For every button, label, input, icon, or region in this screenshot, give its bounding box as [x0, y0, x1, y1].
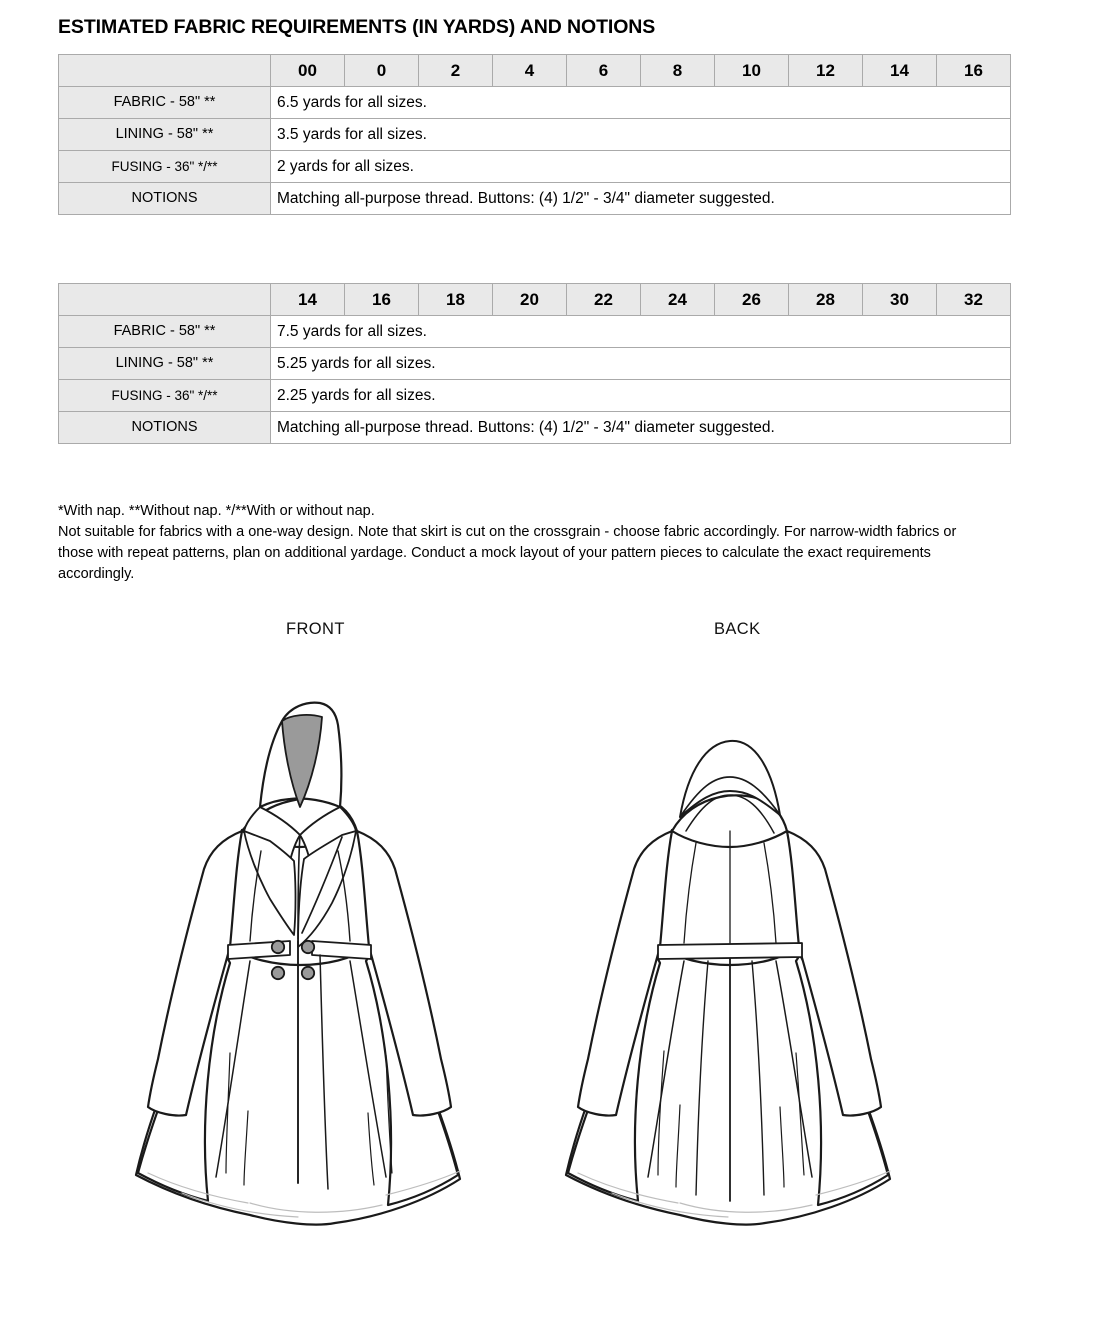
size-header-cell: 18: [419, 284, 493, 316]
row-value-fabric: 7.5 yards for all sizes.: [271, 316, 1011, 348]
table-row: [59, 87, 1011, 119]
row-label-fusing: FUSING - 36" */**: [59, 380, 271, 412]
table-row: [59, 119, 1011, 151]
fabric-requirements-table-sizes-14-32: [58, 283, 1011, 444]
table-row: [59, 316, 1011, 348]
coat-back-illustration: [560, 655, 900, 1255]
size-header-cell: 28: [789, 284, 863, 316]
table-header-row: [59, 55, 1011, 87]
back-view-label: BACK: [714, 620, 761, 638]
table-row: [59, 183, 1011, 215]
page-title: ESTIMATED FABRIC REQUIREMENTS (IN YARDS) AND NOTIONS: [58, 16, 656, 38]
front-view-label: FRONT: [286, 620, 345, 638]
size-header-cell: 16: [937, 55, 1011, 87]
size-header-cell: 16: [345, 284, 419, 316]
footnote-nap-legend: *With nap. **Without nap. */**With or without nap.: [58, 503, 375, 519]
size-header-cell: 26: [715, 284, 789, 316]
size-header-cell: 24: [641, 284, 715, 316]
row-label-fabric: FABRIC - 58" **: [59, 316, 271, 348]
table-corner-cell: [59, 55, 271, 87]
table-row: [59, 151, 1011, 183]
size-header-cell: 22: [567, 284, 641, 316]
size-header-cell: 2: [419, 55, 493, 87]
size-header-cell: 14: [863, 55, 937, 87]
row-label-lining: LINING - 58" **: [59, 119, 271, 151]
size-header-cell: 0: [345, 55, 419, 87]
footnote-fabric-advice: Not suitable for fabrics with a one-way design. Note that skirt is cut on the crossgrain - choose fabric accordingly. For narrow-width fabrics or those with repeat patterns, plan on additional yardage. Conduct a mock layout of your pattern pieces to calculate the exact requirements accordingly.: [58, 524, 957, 582]
row-label-fabric: FABRIC - 58" **: [59, 87, 271, 119]
size-header-cell: 20: [493, 284, 567, 316]
coat-front-illustration: [130, 655, 470, 1255]
row-value-fusing: 2.25 yards for all sizes.: [271, 380, 1011, 412]
table-row: [59, 348, 1011, 380]
row-value-fabric: 6.5 yards for all sizes.: [271, 87, 1011, 119]
row-label-notions: NOTIONS: [59, 183, 271, 215]
row-label-lining: LINING - 58" **: [59, 348, 271, 380]
row-value-fusing: 2 yards for all sizes.: [271, 151, 1011, 183]
size-header-cell: 4: [493, 55, 567, 87]
row-value-lining: 3.5 yards for all sizes.: [271, 119, 1011, 151]
size-header-cell: 32: [937, 284, 1011, 316]
coat-back-technical-flat-icon: [560, 655, 900, 1255]
footnotes: [58, 501, 988, 585]
row-value-notions: Matching all-purpose thread. Buttons: (4) 1/2" - 3/4" diameter suggested.: [271, 183, 1011, 215]
size-header-cell: 8: [641, 55, 715, 87]
size-header-cell: 00: [271, 55, 345, 87]
size-header-cell: 14: [271, 284, 345, 316]
row-value-notions: Matching all-purpose thread. Buttons: (4) 1/2" - 3/4" diameter suggested.: [271, 412, 1011, 444]
fabric-requirements-table-sizes-00-16: [58, 54, 1011, 215]
table-row: [59, 412, 1011, 444]
size-header-cell: 6: [567, 55, 641, 87]
coat-front-technical-flat-icon: [130, 655, 470, 1255]
table-header-row: [59, 284, 1011, 316]
table-corner-cell: [59, 284, 271, 316]
table-row: [59, 380, 1011, 412]
row-value-lining: 5.25 yards for all sizes.: [271, 348, 1011, 380]
size-header-cell: 12: [789, 55, 863, 87]
size-header-cell: 10: [715, 55, 789, 87]
row-label-notions: NOTIONS: [59, 412, 271, 444]
size-header-cell: 30: [863, 284, 937, 316]
row-label-fusing: FUSING - 36" */**: [59, 151, 271, 183]
